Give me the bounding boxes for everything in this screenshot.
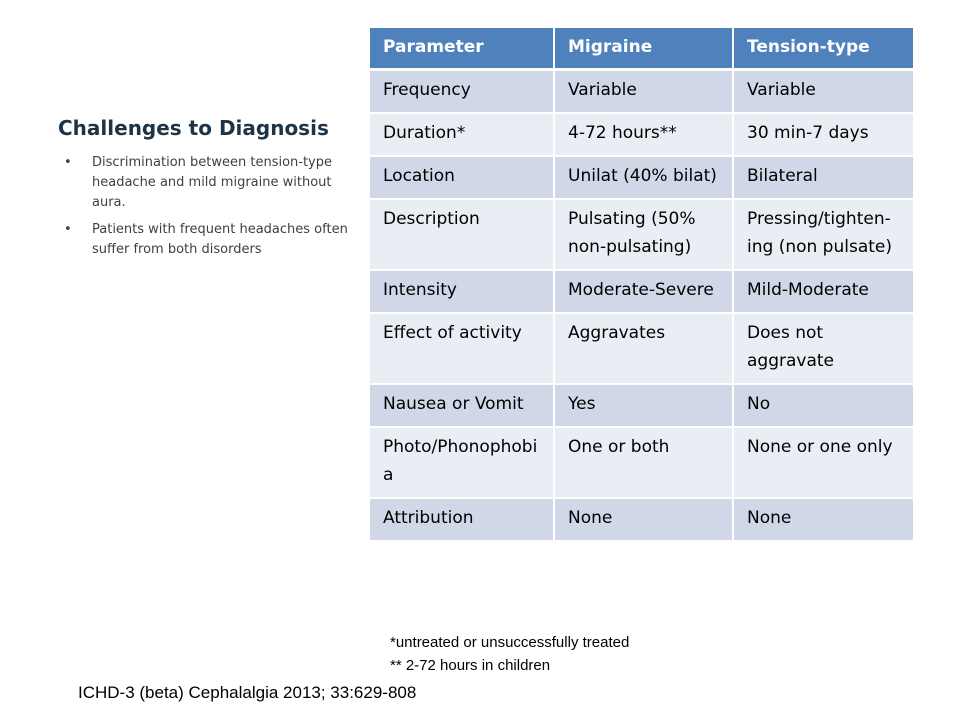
header-parameter: Parameter (370, 28, 554, 70)
table-row (370, 113, 914, 156)
header-migraine: Migraine (554, 28, 733, 70)
slide-title: Challenges to Diagnosis (58, 116, 329, 140)
cell-parameter: Effect of activity (370, 313, 554, 384)
cell-tension-type: Does not aggravate (733, 313, 914, 384)
cell-tension-type: Pressing/tighten-ing (non pulsate) (733, 199, 914, 270)
cell-migraine: 4-72 hours** (554, 113, 733, 156)
cell-migraine: Moderate-Severe (554, 270, 733, 313)
cell-tension-type: Mild-Moderate (733, 270, 914, 313)
cell-parameter: Photo/Phonophobia (370, 427, 554, 498)
table-row (370, 199, 914, 270)
comparison-table (370, 28, 915, 542)
footnote-untreated: *untreated or unsuccessfully treated (390, 634, 630, 651)
cell-parameter: Intensity (370, 270, 554, 313)
table-header-row (370, 28, 914, 70)
table-row (370, 427, 914, 498)
cell-migraine: One or both (554, 427, 733, 498)
footnotes (390, 631, 629, 677)
table-row (370, 70, 914, 114)
cell-tension-type: None (733, 498, 914, 541)
bullet-list (64, 153, 364, 267)
cell-migraine: Aggravates (554, 313, 733, 384)
bullet-item (64, 153, 364, 213)
bullet-icon: • (64, 155, 72, 170)
bullet-icon: • (64, 222, 72, 237)
footnote-children: ** 2-72 hours in children (390, 657, 551, 674)
cell-migraine: None (554, 498, 733, 541)
citation: ICHD-3 (beta) Cephalalgia 2013; 33:629-808 (78, 683, 417, 702)
table-row (370, 498, 914, 541)
table-row (370, 270, 914, 313)
table-row (370, 313, 914, 384)
table-row (370, 156, 914, 199)
bullet-text: Discrimination between tension-type headache and mild migraine without aura. (92, 155, 333, 210)
cell-migraine: Variable (554, 70, 733, 114)
cell-migraine: Yes (554, 384, 733, 427)
cell-parameter: Attribution (370, 498, 554, 541)
cell-tension-type: 30 min-7 days (733, 113, 914, 156)
cell-parameter: Location (370, 156, 554, 199)
cell-parameter: Description (370, 199, 554, 270)
cell-parameter: Nausea or Vomit (370, 384, 554, 427)
cell-tension-type: Bilateral (733, 156, 914, 199)
bullet-text: Patients with frequent headaches often suffer from both disorders (92, 222, 348, 257)
table-row (370, 384, 914, 427)
cell-tension-type: No (733, 384, 914, 427)
cell-parameter: Frequency (370, 70, 554, 114)
cell-migraine: Unilat (40% bilat) (554, 156, 733, 199)
header-tension-type: Tension-type (733, 28, 914, 70)
cell-parameter: Duration* (370, 113, 554, 156)
cell-tension-type: None or one only (733, 427, 914, 498)
cell-tension-type: Variable (733, 70, 914, 114)
bullet-item (64, 220, 364, 260)
cell-migraine: Pulsating (50% non-pulsating) (554, 199, 733, 270)
